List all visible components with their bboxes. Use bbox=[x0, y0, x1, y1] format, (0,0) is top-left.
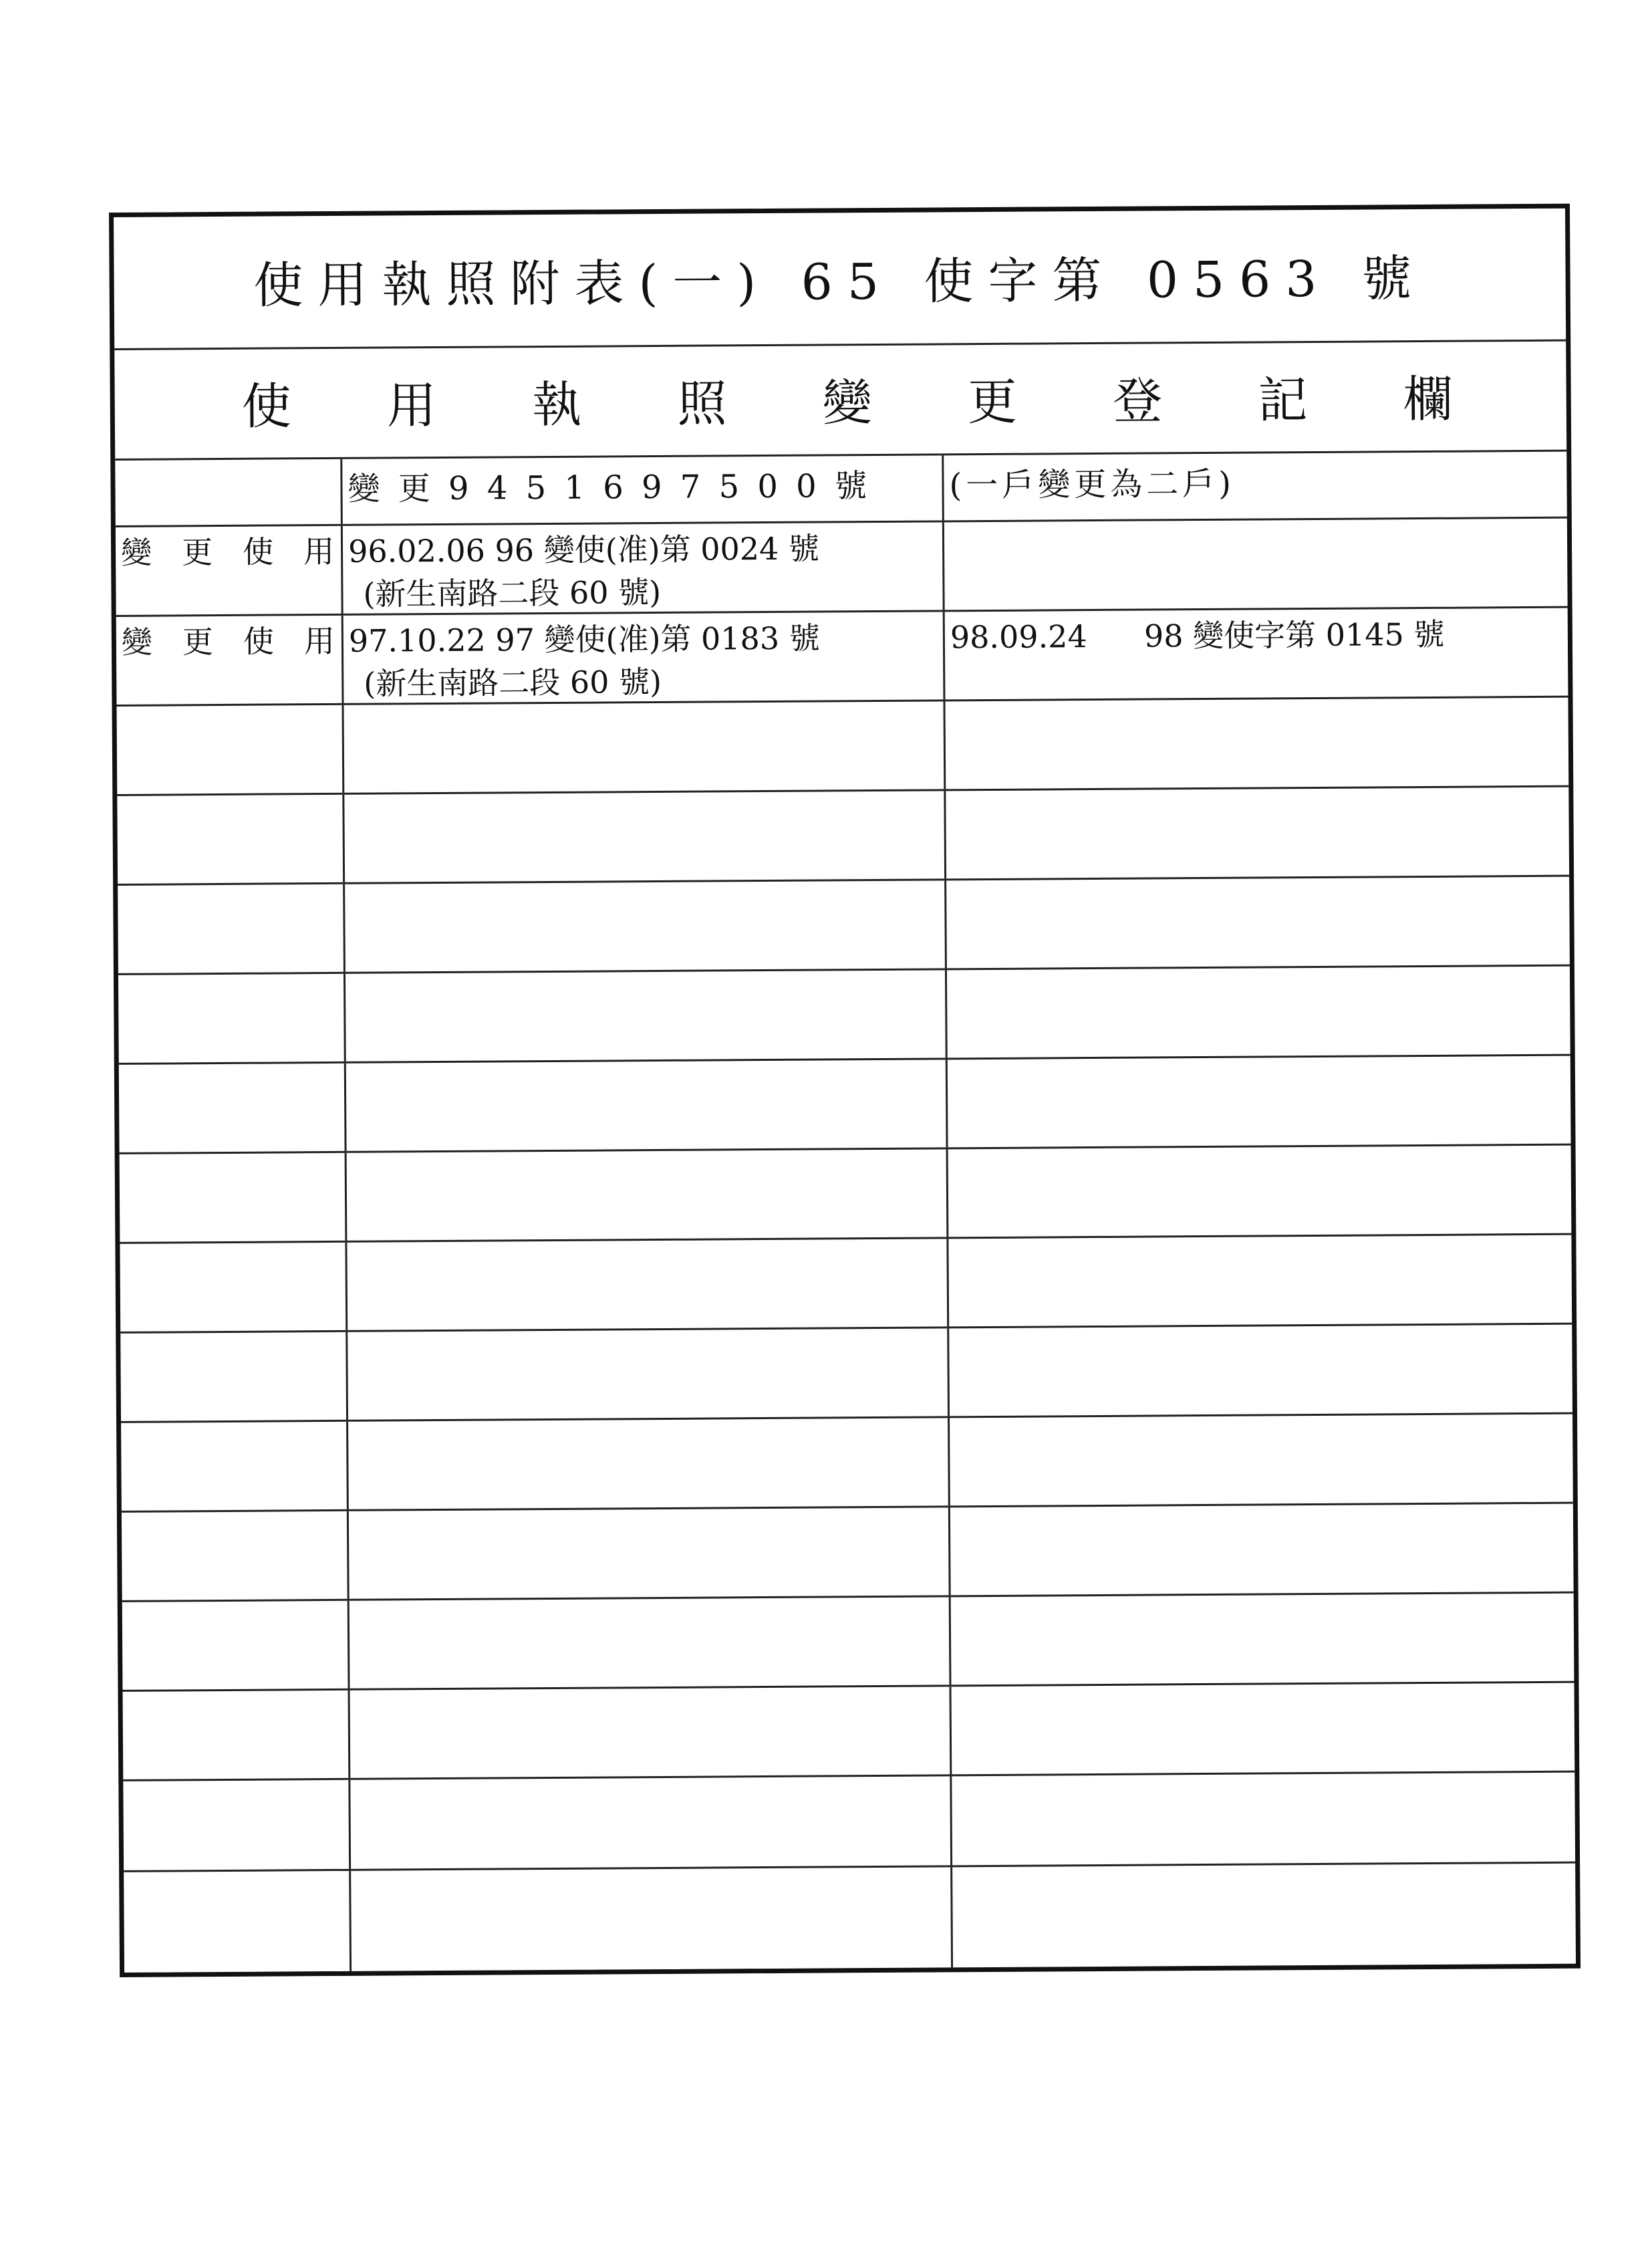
header-cell-label bbox=[115, 459, 343, 525]
empty-cell bbox=[346, 1060, 948, 1150]
empty-cell bbox=[951, 1683, 1574, 1775]
subtitle-char: 欄 bbox=[1403, 370, 1454, 428]
table-row-empty bbox=[117, 787, 1569, 886]
subtitle-char: 記 bbox=[1258, 371, 1308, 430]
row-label-char: 用 bbox=[303, 533, 335, 570]
empty-cell bbox=[344, 791, 946, 882]
registration-table bbox=[115, 452, 1576, 1973]
empty-cell bbox=[118, 974, 346, 1063]
table-row bbox=[116, 519, 1568, 617]
empty-cell bbox=[350, 1597, 952, 1688]
empty-cell bbox=[948, 1056, 1571, 1148]
empty-cell bbox=[122, 1511, 350, 1600]
table-row-empty bbox=[121, 1414, 1573, 1513]
empty-cell bbox=[346, 970, 948, 1061]
empty-cell bbox=[348, 1418, 950, 1509]
permit-entry: 97.10.22 97 變使(准)第 0183 號 bbox=[348, 620, 820, 659]
register-frame bbox=[109, 204, 1580, 1977]
table-row-empty bbox=[119, 1056, 1571, 1154]
empty-cell bbox=[345, 880, 947, 971]
permit-cell bbox=[343, 522, 945, 613]
row-label bbox=[116, 616, 344, 705]
document-title bbox=[114, 209, 1566, 350]
header-cell-permit: 變 更 9 4 5 1 6 9 7 5 0 0 號 bbox=[342, 455, 944, 523]
empty-cell bbox=[120, 1332, 348, 1421]
row-label-char: 更 bbox=[182, 624, 214, 660]
subtitle-char: 變 bbox=[822, 374, 873, 432]
empty-cell bbox=[348, 1328, 950, 1419]
empty-cell bbox=[952, 1864, 1576, 1968]
empty-cell bbox=[123, 1780, 351, 1870]
table-row-empty bbox=[118, 877, 1570, 975]
empty-cell bbox=[350, 1776, 952, 1868]
document-title-text: 使用執照附表(一) 65 使字第 0563 號 bbox=[253, 249, 1427, 315]
permit-address: (新生南路二段 60 號) bbox=[363, 574, 662, 612]
empty-cell bbox=[344, 701, 946, 792]
row-label-char: 使 bbox=[243, 623, 275, 660]
empty-cell bbox=[946, 877, 1570, 969]
table-row-empty bbox=[120, 1325, 1572, 1423]
empty-cell bbox=[947, 967, 1570, 1058]
table-row-empty bbox=[123, 1683, 1575, 1781]
empty-cell bbox=[949, 1325, 1572, 1416]
empty-cell bbox=[952, 1773, 1575, 1866]
empty-cell bbox=[118, 884, 346, 973]
empty-cell bbox=[946, 787, 1569, 879]
empty-cell bbox=[117, 705, 345, 794]
table-row-empty bbox=[120, 1235, 1572, 1334]
table-header-row bbox=[115, 452, 1567, 527]
subtitle-char: 照 bbox=[677, 374, 727, 433]
empty-cell bbox=[121, 1422, 349, 1511]
empty-cell bbox=[349, 1507, 951, 1598]
empty-cell bbox=[950, 1414, 1573, 1506]
row-label-char: 變 bbox=[121, 624, 153, 660]
row-label-char: 變 bbox=[120, 534, 152, 571]
empty-cell bbox=[117, 795, 345, 884]
subtitle-char: 登 bbox=[1112, 372, 1163, 430]
subtitle-char: 用 bbox=[386, 376, 437, 434]
document-subtitle bbox=[114, 340, 1566, 461]
change-date: 98.09.24 bbox=[950, 618, 1087, 656]
table-row-empty bbox=[118, 967, 1570, 1065]
empty-cell bbox=[948, 1235, 1572, 1327]
row-label bbox=[116, 526, 343, 615]
empty-cell bbox=[351, 1867, 953, 1971]
table-row-empty bbox=[120, 1146, 1572, 1244]
empty-cell bbox=[120, 1243, 348, 1332]
subtitle-char: 更 bbox=[967, 373, 1018, 431]
subtitle-char: 使 bbox=[241, 377, 292, 436]
row-label-char: 更 bbox=[181, 534, 213, 571]
row-label-char: 用 bbox=[303, 622, 335, 660]
subtitle-char: 執 bbox=[532, 376, 582, 434]
table-row-empty bbox=[123, 1773, 1575, 1872]
empty-cell bbox=[119, 1064, 347, 1152]
table-row-empty bbox=[124, 1864, 1576, 1973]
permit-cell bbox=[343, 612, 946, 703]
empty-cell bbox=[347, 1239, 949, 1330]
empty-cell bbox=[950, 1504, 1574, 1596]
change-cell bbox=[944, 519, 1568, 610]
change-permit: 98 變使字第 0145 號 bbox=[1143, 616, 1445, 654]
table-row-empty bbox=[122, 1594, 1574, 1692]
empty-cell bbox=[948, 1146, 1572, 1237]
empty-cell bbox=[945, 698, 1568, 789]
permit-entry: 96.02.06 96 變使(准)第 0024 號 bbox=[348, 530, 820, 570]
empty-cell bbox=[350, 1687, 952, 1777]
table-row-empty bbox=[122, 1504, 1574, 1602]
table-row-empty bbox=[117, 698, 1569, 796]
permit-address: (新生南路二段 60 號) bbox=[364, 663, 662, 702]
change-cell bbox=[945, 608, 1568, 700]
empty-cell bbox=[122, 1601, 350, 1690]
table-row bbox=[116, 608, 1568, 707]
empty-cell bbox=[123, 1691, 351, 1779]
empty-cell bbox=[951, 1594, 1574, 1685]
empty-cell bbox=[120, 1153, 348, 1242]
empty-cell bbox=[347, 1149, 949, 1240]
header-cell-note: (一戶變更為二戶) bbox=[949, 465, 1236, 505]
row-label-char: 使 bbox=[242, 533, 274, 570]
empty-cell bbox=[124, 1871, 352, 1973]
